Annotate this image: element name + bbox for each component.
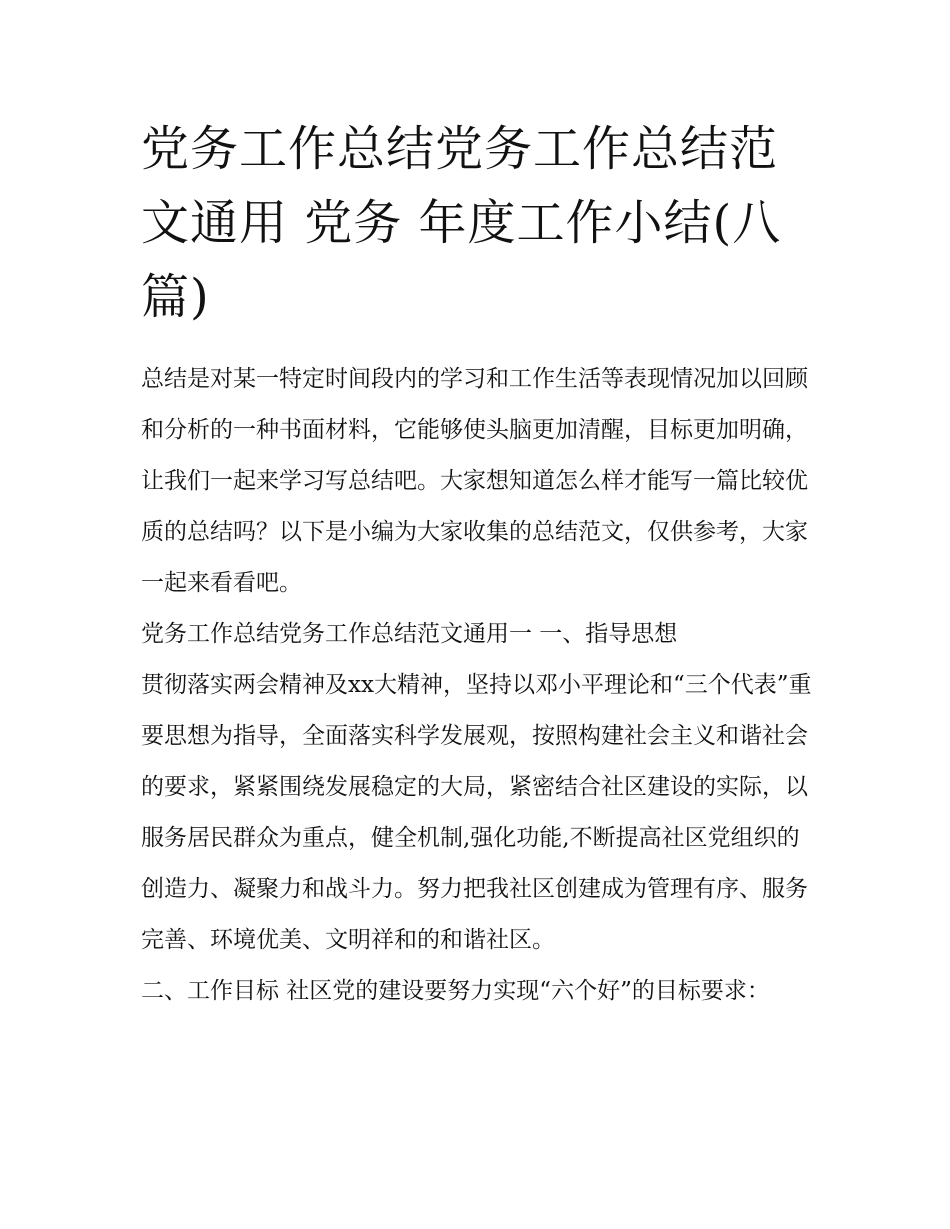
document-title: 党务工作总结党务工作总结范文通用 党务 年度工作小结(八篇): [141, 121, 782, 325]
paragraph-intro: 总结是对某一特定时间段内的学习和工作生活等表现情况加以回顾和分析的一种书面材料，它能够使头脑更加清醒，目标更加明确，让我们一起来学习写总结吧。大家想知道怎么样才能写一篇比较优质的总结吗？以下是小编为大家收集的总结范文，仅供参考，大家一起来看看吧。: [141, 366, 808, 596]
paragraph-guiding-thought: 贯彻落实两会精神及xx大精神，坚持以邓小平理论和“三个代表”重要思想为指导，全面落实科学发展观，按照构建社会主义和谐社会的要求，紧紧围绕发展稳定的大局，紧密结合社区建设的实际，以服务居民群众为重点，健全机制,强化功能,不断提高社区党组织的创造力、凝聚力和战斗力。努力把我社区创建成为管理有序、服务完善、环境优美、文明祥和的和谐社区。: [141, 672, 812, 953]
paragraph-section-heading-1: 党务工作总结党务工作总结范文通用一 一、指导思想: [141, 621, 678, 647]
paragraph-work-goals: 二、工作目标 社区党的建设要努力实现“六个好”的目标要求：: [141, 978, 770, 1004]
document-body: [141, 354, 813, 1017]
